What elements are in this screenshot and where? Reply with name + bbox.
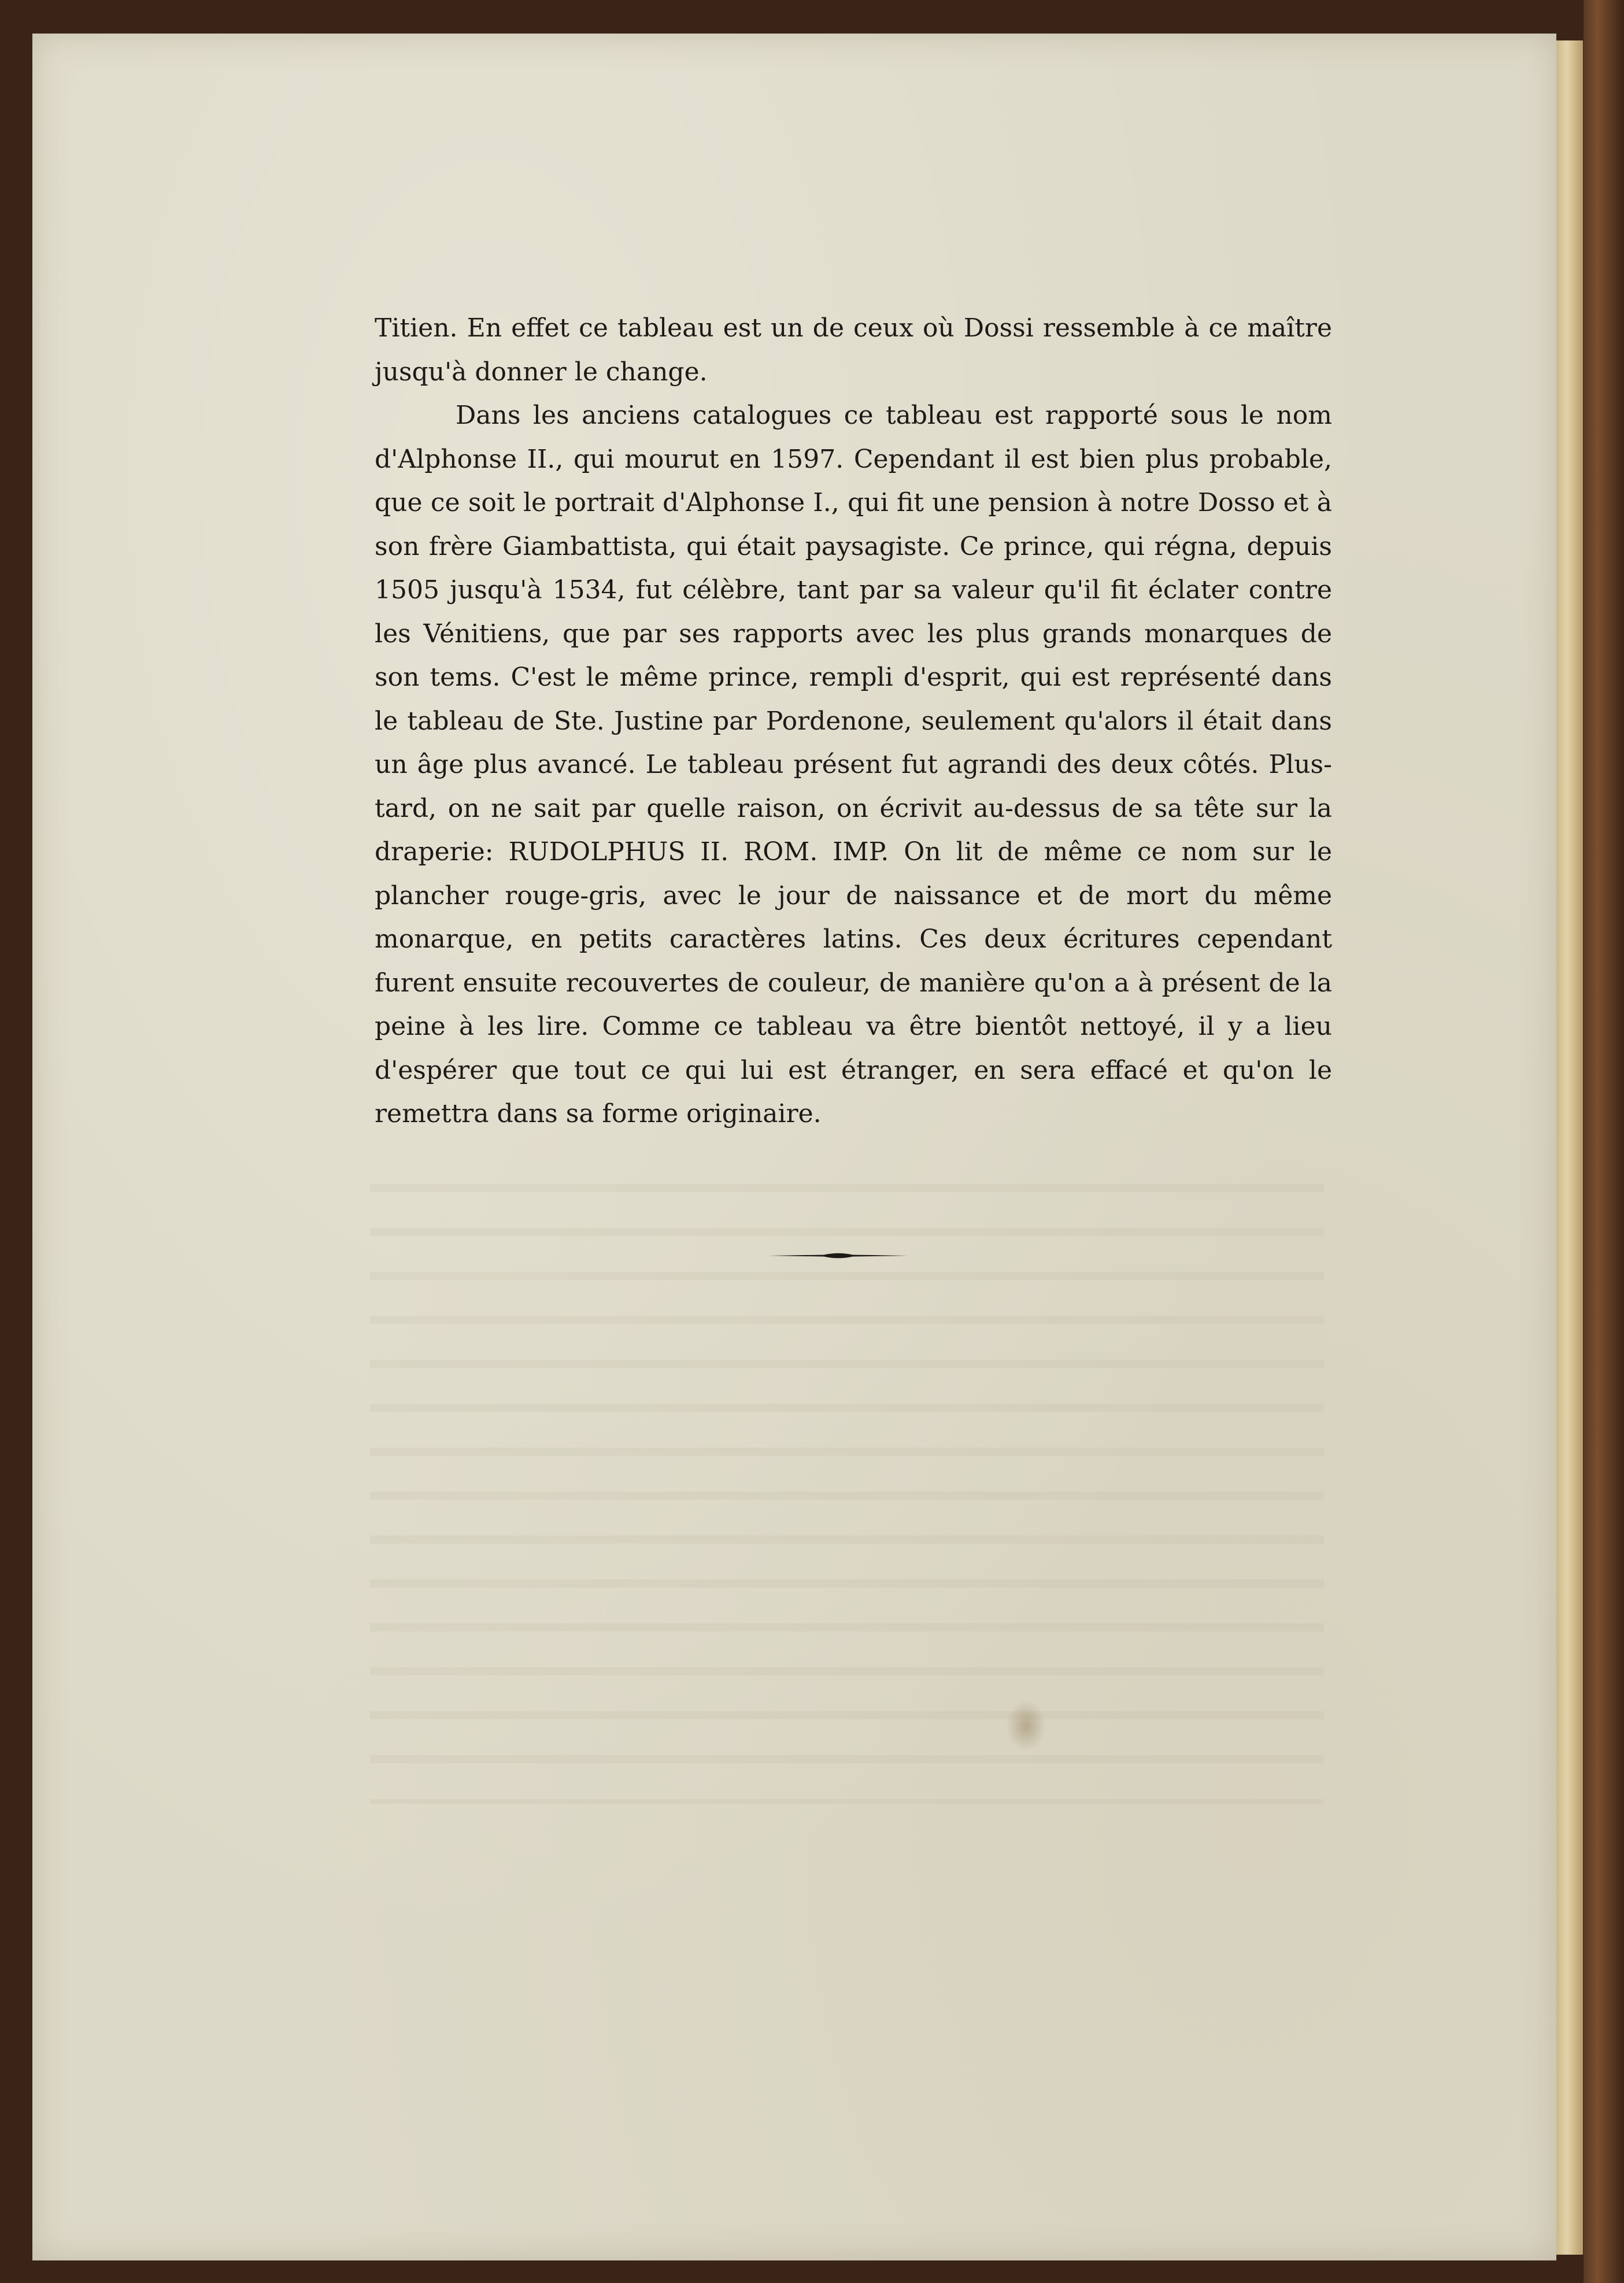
paragraph-continuation: Titien. En effet ce tableau est un de ceux où Dossi ressemble à ce maître jusqu'à donner le change.: [375, 313, 1332, 387]
tapered-rule-ornament-icon: [769, 1249, 908, 1263]
foxing-stain: [1006, 1700, 1046, 1752]
paragraph-main: Dans les anciens catalogues ce tableau est rapporté sous le nom d'Alphonse II., qui mourut en 1597. Cependant il est bien plus probable, que ce soit le portrait d'Alphonse I., qui fit une pension à notre Dosso et à son frère Giambattista, qui était paysagiste. Ce prince, qui régna, depuis 1505 jusqu'à 1534, fut célèbre, tant par sa valeur qu'il fit éclater contre les Vénitiens, que par ses rapports avec les plus grands monarques de son tems. C'est le même prince, rempli d'esprit, qui est représenté dans le tableau de Ste. Justine par Pordenone, seulement qu'alors il était dans un âge plus avancé. Le tableau présent fut agrandi des deux côtés. Plus-tard, on ne sait par quelle raison, on écrivit au-dessus de sa tête sur la draperie: RUDOLPHUS II. ROM. IMP. On lit de même ce nom sur le plancher rouge-gris, avec le jour de naissance et de mort du même monarque, en petits caractères latins. Ces deux écritures cependant furent ensuite recouvertes de couleur, de manière qu'on a à présent de la peine à les lire. Comme ce tableau va être bientôt nettoyé, il y a lieu d'espérer que tout ce qui lui est étranger, en sera effacé et qu'on le remettra dans sa forme originaire.: [375, 401, 1332, 1128]
page-fore-edge: [1556, 40, 1583, 2255]
book-spine-edge: [1584, 0, 1624, 2283]
body-text: [375, 306, 1332, 1136]
